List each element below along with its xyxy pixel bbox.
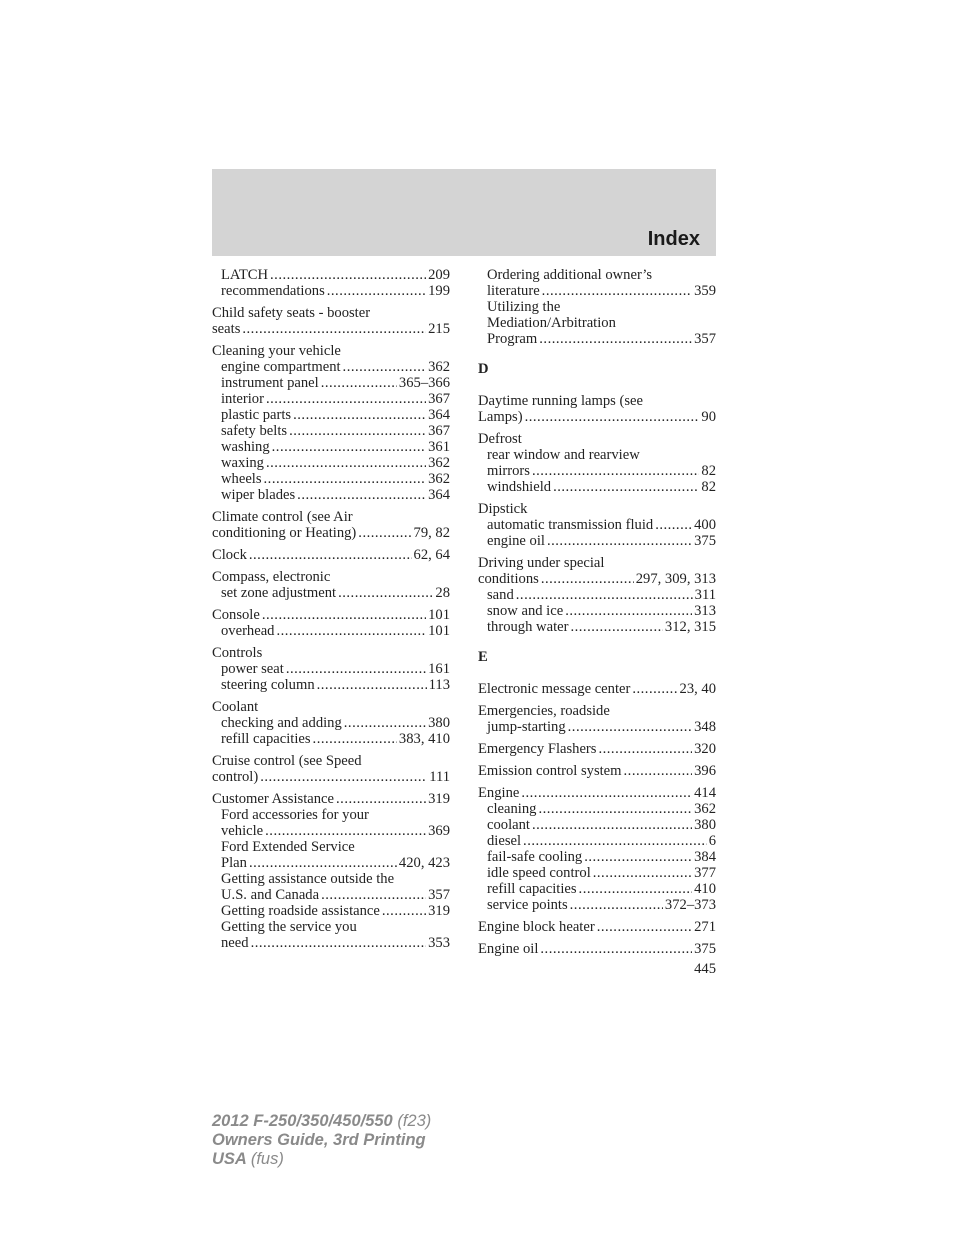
index-entry	[212, 699, 450, 747]
leader-dots	[523, 833, 707, 849]
leader-dots	[289, 423, 426, 439]
entry-page-reference: 62, 64	[413, 547, 450, 563]
index-entry-line	[212, 321, 450, 337]
entry-page-reference: 362	[428, 359, 450, 375]
footer-model: 2012 F-250/350/450/550	[212, 1112, 393, 1130]
entry-page-reference: 23, 40	[679, 681, 716, 697]
entry-text: refill capacities	[487, 881, 577, 897]
index-entry	[478, 919, 716, 935]
entry-page-reference: 199	[428, 283, 450, 299]
entry-page-reference: 312, 315	[664, 619, 716, 635]
leader-dots	[516, 587, 693, 603]
entry-text: seats	[212, 321, 241, 337]
entry-page-reference: 420, 423	[398, 855, 450, 871]
entry-page-reference: 365–366	[398, 375, 450, 391]
entry-page-reference: 357	[694, 331, 716, 347]
leader-dots	[584, 849, 692, 865]
entry-text: refill capacities	[221, 731, 311, 747]
index-entry	[212, 343, 450, 503]
entry-page-reference: 364	[428, 407, 450, 423]
page-number: 445	[694, 961, 716, 977]
index-entry-line	[478, 681, 716, 697]
index-entry	[478, 393, 716, 425]
leader-dots	[358, 525, 411, 541]
entry-page-reference: 361	[428, 439, 450, 455]
entry-page-reference: 101	[428, 623, 450, 639]
leader-dots	[655, 517, 692, 533]
entry-page-reference: 396	[694, 763, 716, 779]
leader-dots	[344, 715, 426, 731]
leader-dots	[321, 375, 397, 391]
entry-text: through water	[487, 619, 569, 635]
entry-text: U.S. and Canada	[221, 887, 320, 903]
entry-text: vehicle	[221, 823, 264, 839]
index-column-left	[212, 267, 450, 951]
leader-dots	[251, 935, 427, 951]
section-letter-d: D	[478, 361, 489, 377]
index-subentry-line	[212, 823, 450, 839]
leader-dots	[260, 769, 427, 785]
index-entry-line	[212, 699, 450, 715]
entry-page-reference: 82	[701, 479, 716, 495]
index-entry	[478, 763, 716, 779]
entry-text: recommendations	[221, 283, 325, 299]
index-subentry-line	[212, 839, 450, 855]
entry-page-reference: 319	[428, 903, 450, 919]
index-column-right	[478, 267, 716, 957]
entry-page-reference: 375	[694, 941, 716, 957]
leader-dots	[597, 919, 692, 935]
entry-text: checking and adding	[221, 715, 342, 731]
index-entry-line	[212, 525, 450, 541]
footer-edition	[212, 1112, 431, 1169]
entry-text: Dipstick	[478, 501, 528, 517]
index-subentry-line	[478, 299, 716, 315]
entries-right-e	[478, 681, 716, 957]
entries-left	[212, 267, 450, 951]
entries-right-d	[478, 393, 716, 635]
entry-text: safety belts	[221, 423, 288, 439]
entry-text: Compass, electronic	[212, 569, 331, 585]
entry-page-reference: 400	[694, 517, 716, 533]
entry-text: service points	[487, 897, 568, 913]
entry-text: mirrors	[487, 463, 530, 479]
entry-text: engine compartment	[221, 359, 341, 375]
entry-text: Emergency Flashers	[478, 741, 597, 757]
entry-page-reference: 6	[708, 833, 716, 849]
index-subentry-line	[212, 731, 450, 747]
index-subentry-line	[478, 833, 716, 849]
entry-page-reference: 111	[429, 769, 450, 785]
entry-text: Getting assistance outside the	[221, 871, 395, 887]
entry-text: plastic parts	[221, 407, 292, 423]
index-entry-line	[478, 431, 716, 447]
leader-dots	[532, 817, 692, 833]
index-subentry-line	[478, 719, 716, 735]
entry-text: Electronic message center	[478, 681, 631, 697]
index-entry-line	[212, 607, 450, 623]
index-subentry-line	[212, 887, 450, 903]
index-entry	[478, 681, 716, 697]
index-entry	[212, 305, 450, 337]
entry-text: wiper blades	[221, 487, 296, 503]
entry-text: waxing	[221, 455, 264, 471]
index-subentry-line	[212, 903, 450, 919]
entry-page-reference: 79, 82	[413, 525, 450, 541]
entry-text: windshield	[487, 479, 552, 495]
leader-dots	[539, 331, 692, 347]
index-subentry-line	[478, 865, 716, 881]
index-subentry-line	[212, 487, 450, 503]
entry-text: Ford Extended Service	[221, 839, 355, 855]
index-entry-line	[478, 919, 716, 935]
leader-dots	[293, 407, 426, 423]
entry-text: coolant	[487, 817, 530, 833]
index-entry-line	[478, 571, 716, 587]
entry-text: literature	[487, 283, 540, 299]
index-subentry-line	[212, 471, 450, 487]
leader-dots	[570, 897, 663, 913]
index-entry	[478, 785, 716, 913]
index-subentry-line	[478, 267, 716, 283]
entry-text: idle speed control	[487, 865, 591, 881]
entry-text: engine oil	[487, 533, 545, 549]
leader-dots	[286, 661, 426, 677]
index-subentry-line	[212, 935, 450, 951]
entry-text: instrument panel	[221, 375, 319, 391]
entry-page-reference: 384	[694, 849, 716, 865]
index-subentry-line	[478, 587, 716, 603]
footer-printing: Owners Guide, 3rd Printing	[212, 1131, 426, 1149]
entry-text: LATCH	[221, 267, 269, 283]
entry-page-reference: 359	[694, 283, 716, 299]
index-subentry-line	[212, 661, 450, 677]
index-entry-line	[478, 741, 716, 757]
entry-page-reference: 320	[694, 741, 716, 757]
leader-dots	[321, 887, 426, 903]
entry-text: Cleaning your vehicle	[212, 343, 341, 359]
entry-text: Plan	[221, 855, 247, 871]
leader-dots	[540, 941, 692, 957]
entry-text: Getting the service you	[221, 919, 357, 935]
entry-text: Climate control (see Air	[212, 509, 353, 525]
leader-dots	[542, 283, 692, 299]
index-subentry-line	[478, 447, 716, 463]
entry-page-reference: 297, 309, 313	[635, 571, 716, 587]
entry-text: Emission control system	[478, 763, 622, 779]
leader-dots	[382, 903, 426, 919]
index-subentry-line	[478, 881, 716, 897]
entry-text: Defrost	[478, 431, 522, 447]
index-subentry-line	[478, 817, 716, 833]
entry-text: Mediation/Arbitration	[487, 315, 616, 331]
footer-line-3	[212, 1150, 431, 1169]
entry-text: need	[221, 935, 249, 951]
entry-page-reference: 362	[694, 801, 716, 817]
index-subentry-line	[478, 619, 716, 635]
entry-text: interior	[221, 391, 264, 407]
leader-dots	[262, 607, 426, 623]
index-entry	[478, 941, 716, 957]
entry-text: steering column	[221, 677, 315, 693]
entry-text: Console	[212, 607, 260, 623]
index-subentry-line	[212, 267, 450, 283]
index-entry-line	[478, 941, 716, 957]
index-subentry-line	[478, 897, 716, 913]
leader-dots	[264, 471, 427, 487]
index-subentry-line	[212, 375, 450, 391]
index-subentry-line	[212, 855, 450, 871]
footer-model-code: (f23)	[397, 1112, 432, 1130]
leader-dots	[270, 267, 426, 283]
entry-text: Getting roadside assistance	[221, 903, 380, 919]
index-entry	[478, 267, 716, 347]
index-subentry-line	[478, 849, 716, 865]
entry-text: Child safety seats - booster	[212, 305, 371, 321]
entry-page-reference: 353	[428, 935, 450, 951]
entry-text: Daytime running lamps (see	[478, 393, 643, 409]
entry-text: Coolant	[212, 699, 259, 715]
leader-dots	[265, 823, 426, 839]
leader-dots	[598, 741, 692, 757]
entry-text: Lamps)	[478, 409, 523, 425]
index-entry-line	[212, 753, 450, 769]
index-subentry-line	[212, 919, 450, 935]
index-subentry-line	[212, 871, 450, 887]
entry-page-reference: 414	[694, 785, 716, 801]
index-entry-line	[478, 703, 716, 719]
index-entry	[478, 431, 716, 495]
entry-text: diesel	[487, 833, 522, 849]
entry-page-reference: 113	[428, 677, 450, 693]
index-entry	[212, 753, 450, 785]
leader-dots	[525, 409, 700, 425]
index-subentry-line	[478, 283, 716, 299]
leader-dots	[266, 455, 426, 471]
entry-text: overhead	[221, 623, 275, 639]
leader-dots	[593, 865, 692, 881]
index-subentry-line	[478, 533, 716, 549]
index-entry-line	[212, 343, 450, 359]
index-entry	[478, 703, 716, 735]
entry-text: control)	[212, 769, 259, 785]
entry-text: cleaning	[487, 801, 537, 817]
entry-text: conditioning or Heating)	[212, 525, 357, 541]
index-entry-line	[212, 769, 450, 785]
entry-page-reference: 161	[428, 661, 450, 677]
leader-dots	[343, 359, 427, 375]
entry-page-reference: 362	[428, 471, 450, 487]
index-entry	[212, 547, 450, 563]
entry-text: washing	[221, 439, 270, 455]
entry-page-reference: 28	[435, 585, 450, 601]
index-subentry-line	[212, 807, 450, 823]
leader-dots	[565, 603, 692, 619]
leader-dots	[570, 619, 662, 635]
entry-text: Ford accessories for your	[221, 807, 369, 823]
entry-text: Program	[487, 331, 538, 347]
footer-market-code: (fus)	[250, 1150, 284, 1168]
index-entry-line	[212, 509, 450, 525]
index-entry-line	[478, 763, 716, 779]
index-subentry-line	[212, 455, 450, 471]
leader-dots	[624, 763, 693, 779]
leader-dots	[547, 533, 692, 549]
index-subentry-line	[478, 331, 716, 347]
entry-text: snow and ice	[487, 603, 564, 619]
leader-dots	[632, 681, 677, 697]
leader-dots	[336, 791, 426, 807]
index-entry	[478, 501, 716, 549]
leader-dots	[338, 585, 433, 601]
index-subentry-line	[212, 407, 450, 423]
index-subentry-line	[212, 715, 450, 731]
entry-page-reference: 380	[428, 715, 450, 731]
entry-text: Engine oil	[478, 941, 539, 957]
leader-dots	[249, 547, 412, 563]
entry-text: Clock	[212, 547, 247, 563]
page-title: Index	[647, 228, 700, 250]
index-entry-line	[478, 409, 716, 425]
entry-text: Controls	[212, 645, 263, 661]
entry-page-reference: 215	[428, 321, 450, 337]
entry-page-reference: 383, 410	[398, 731, 450, 747]
leader-dots	[313, 731, 397, 747]
leader-dots	[521, 785, 692, 801]
entry-page-reference: 364	[428, 487, 450, 503]
leader-dots	[553, 479, 699, 495]
entry-text: Driving under special	[478, 555, 605, 571]
leader-dots	[538, 801, 692, 817]
leader-dots	[327, 283, 426, 299]
leader-dots	[317, 677, 427, 693]
entry-page-reference: 313	[694, 603, 716, 619]
leader-dots	[266, 391, 426, 407]
entry-page-reference: 367	[428, 423, 450, 439]
index-entry-line	[212, 305, 450, 321]
entry-text: Utilizing the	[487, 299, 561, 315]
entry-page-reference: 271	[694, 919, 716, 935]
leader-dots	[249, 855, 397, 871]
entry-page-reference: 362	[428, 455, 450, 471]
index-entry-line	[212, 569, 450, 585]
index-entry	[212, 607, 450, 639]
entry-page-reference: 101	[428, 607, 450, 623]
index-subentry-line	[478, 479, 716, 495]
leader-dots	[272, 439, 426, 455]
index-subentry-line	[212, 283, 450, 299]
leader-dots	[541, 571, 634, 587]
entry-page-reference: 311	[694, 587, 716, 603]
index-subentry-line	[478, 603, 716, 619]
entry-text: set zone adjustment	[221, 585, 337, 601]
entry-page-reference: 90	[701, 409, 716, 425]
leader-dots	[297, 487, 426, 503]
entry-page-reference: 377	[694, 865, 716, 881]
entry-text: wheels	[221, 471, 262, 487]
entry-page-reference: 380	[694, 817, 716, 833]
index-subentry-line	[212, 585, 450, 601]
entry-text: sand	[487, 587, 514, 603]
index-subentry-line	[212, 359, 450, 375]
index-entry-line	[212, 791, 450, 807]
entry-page-reference: 357	[428, 887, 450, 903]
entry-page-reference: 367	[428, 391, 450, 407]
index-entry-line	[478, 501, 716, 517]
index-subentry-line	[478, 315, 716, 331]
entry-page-reference: 369	[428, 823, 450, 839]
entry-page-reference: 82	[701, 463, 716, 479]
entry-text: fail-safe cooling	[487, 849, 583, 865]
index-subentry-line	[478, 801, 716, 817]
entry-text: Engine block heater	[478, 919, 595, 935]
entry-text: automatic transmission fluid	[487, 517, 654, 533]
leader-dots	[242, 321, 426, 337]
entry-page-reference: 209	[428, 267, 450, 283]
index-subentry-line	[212, 623, 450, 639]
entry-text: jump-starting	[487, 719, 566, 735]
entry-text: Emergencies, roadside	[478, 703, 610, 719]
entry-page-reference: 348	[694, 719, 716, 735]
index-entry-line	[478, 785, 716, 801]
index-entry-line	[212, 547, 450, 563]
index-entry-line	[478, 555, 716, 571]
entry-page-reference: 319	[428, 791, 450, 807]
entry-text: Ordering additional owner’s	[487, 267, 653, 283]
index-subentry-line	[478, 463, 716, 479]
leader-dots	[579, 881, 693, 897]
index-entry	[212, 267, 450, 299]
entry-page-reference: 410	[694, 881, 716, 897]
index-entry	[478, 741, 716, 757]
index-entry-line	[478, 393, 716, 409]
index-entry	[212, 645, 450, 693]
index-subentry-line	[212, 677, 450, 693]
entry-page-reference: 372–373	[664, 897, 716, 913]
index-entry	[212, 509, 450, 541]
index-entry	[478, 555, 716, 635]
leader-dots	[276, 623, 426, 639]
leader-dots	[568, 719, 692, 735]
footer-line-2	[212, 1131, 431, 1150]
entry-text: Customer Assistance	[212, 791, 335, 807]
index-entry	[212, 791, 450, 951]
index-subentry-line	[478, 517, 716, 533]
entry-text: power seat	[221, 661, 284, 677]
index-entry	[212, 569, 450, 601]
footer-line-1	[212, 1112, 431, 1131]
leader-dots	[532, 463, 699, 479]
entry-text: rear window and rearview	[487, 447, 640, 463]
footer-market: USA	[212, 1150, 247, 1168]
entries-right-top	[478, 267, 716, 347]
entry-text: conditions	[478, 571, 539, 587]
entry-text: Cruise control (see Speed	[212, 753, 362, 769]
entry-page-reference: 375	[694, 533, 716, 549]
index-subentry-line	[212, 439, 450, 455]
index-entry-line	[212, 645, 450, 661]
index-header-band	[212, 169, 716, 256]
entry-text: Engine	[478, 785, 520, 801]
index-subentry-line	[212, 423, 450, 439]
index-subentry-line	[212, 391, 450, 407]
section-letter-e: E	[478, 649, 488, 665]
